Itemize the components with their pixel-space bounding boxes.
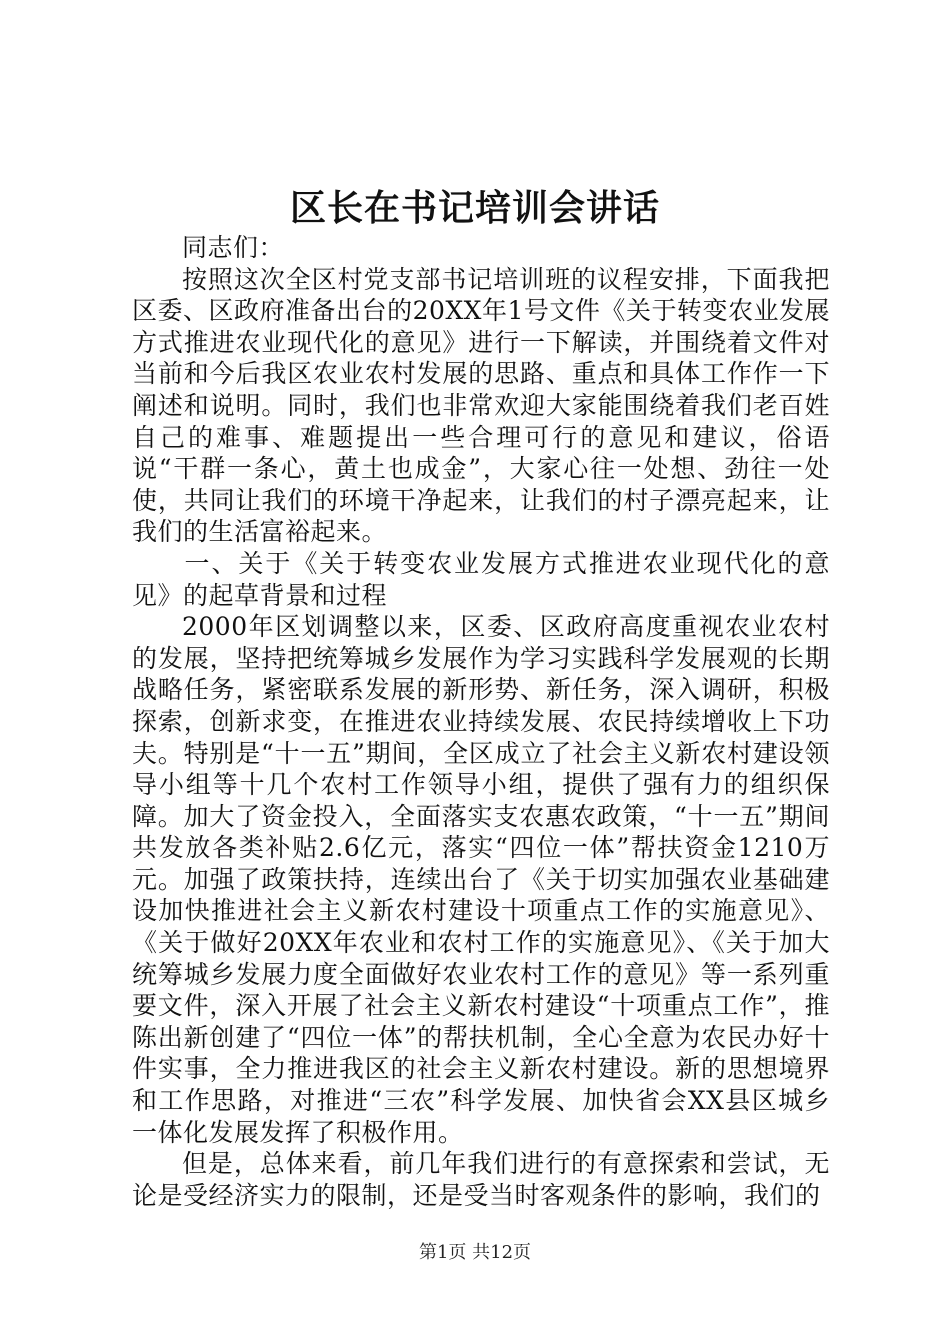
document-body bbox=[132, 232, 830, 1211]
section-heading: 一、关于《关于转变农业发展方式推进农业现代化的意见》的起草背景和过程 bbox=[132, 548, 830, 610]
paragraph-intro: 按照这次全区村党支部书记培训班的议程安排，下面我把区委、区政府准备出台的20XX年1号文件《关于转变农业发展方式推进农业现代化的意见》进行一下解读，并围绕着文件对当前和今后我区农业农村发展的思路、重点和具体工作作一下阐述和说明。同时，我们也非常欢迎大家能围绕着我们老百姓自己的难事、难题提出一些合理可行的意见和建议，俗语说“干群一条心，黄土也成金”，大家心往一处想、劲往一处使，共同让我们的环境干净起来，让我们的村子漂亮起来，让我们的生活富裕起来。 bbox=[132, 264, 830, 547]
salutation: 同志们： bbox=[182, 233, 285, 262]
page-number-footer: 第1页 共12页 bbox=[418, 1242, 532, 1263]
document-title: 区长在书记培训会讲话 bbox=[289, 187, 660, 229]
paragraph-background: 2000年区划调整以来，区委、区政府高度重视农业农村的发展，坚持把统筹城乡发展作为学习实践科学发展观的长期战略任务，紧密联系发展的新形势、新任务，深入调研，积极探索，创新求变，在推进农业持续发展、农民持续增收上下功夫。特别是“十一五”期间，全区成立了社会主义新农村建设领导小组等十几个农村工作领导小组，提供了强有力的组织保障。加大了资金投入，全面落实支农惠农政策，“十一五”期间共发放各类补贴2.6亿元，落实“四位一体”帮扶资金1210万元。加强了政策扶持，连续出台了《关于切实加强农业基础建设加快推进社会主义新农村建设十项重点工作的实施意见》、《关于做好20XX年农业和农村工作的实施意见》、《关于加大统筹城乡发展力度全面做好农业农村工作的意见》等一系列重要文件，深入开展了社会主义新农村建设“十项重点工作”，推陈出新创建了“四位一体”的帮扶机制，全心全意为农民办好十件实事，全力推进我区的社会主义新农村建设。新的思想境界和工作思路，对推进“三农”科学发展、加快省会XX县区城乡一体化发展发挥了积极作用。 bbox=[132, 612, 830, 1147]
paragraph-however: 但是，总体来看，前几年我们进行的有意探索和尝试，无论是受经济实力的限制，还是受当时客观条件的影响，我们的 bbox=[132, 1149, 830, 1210]
